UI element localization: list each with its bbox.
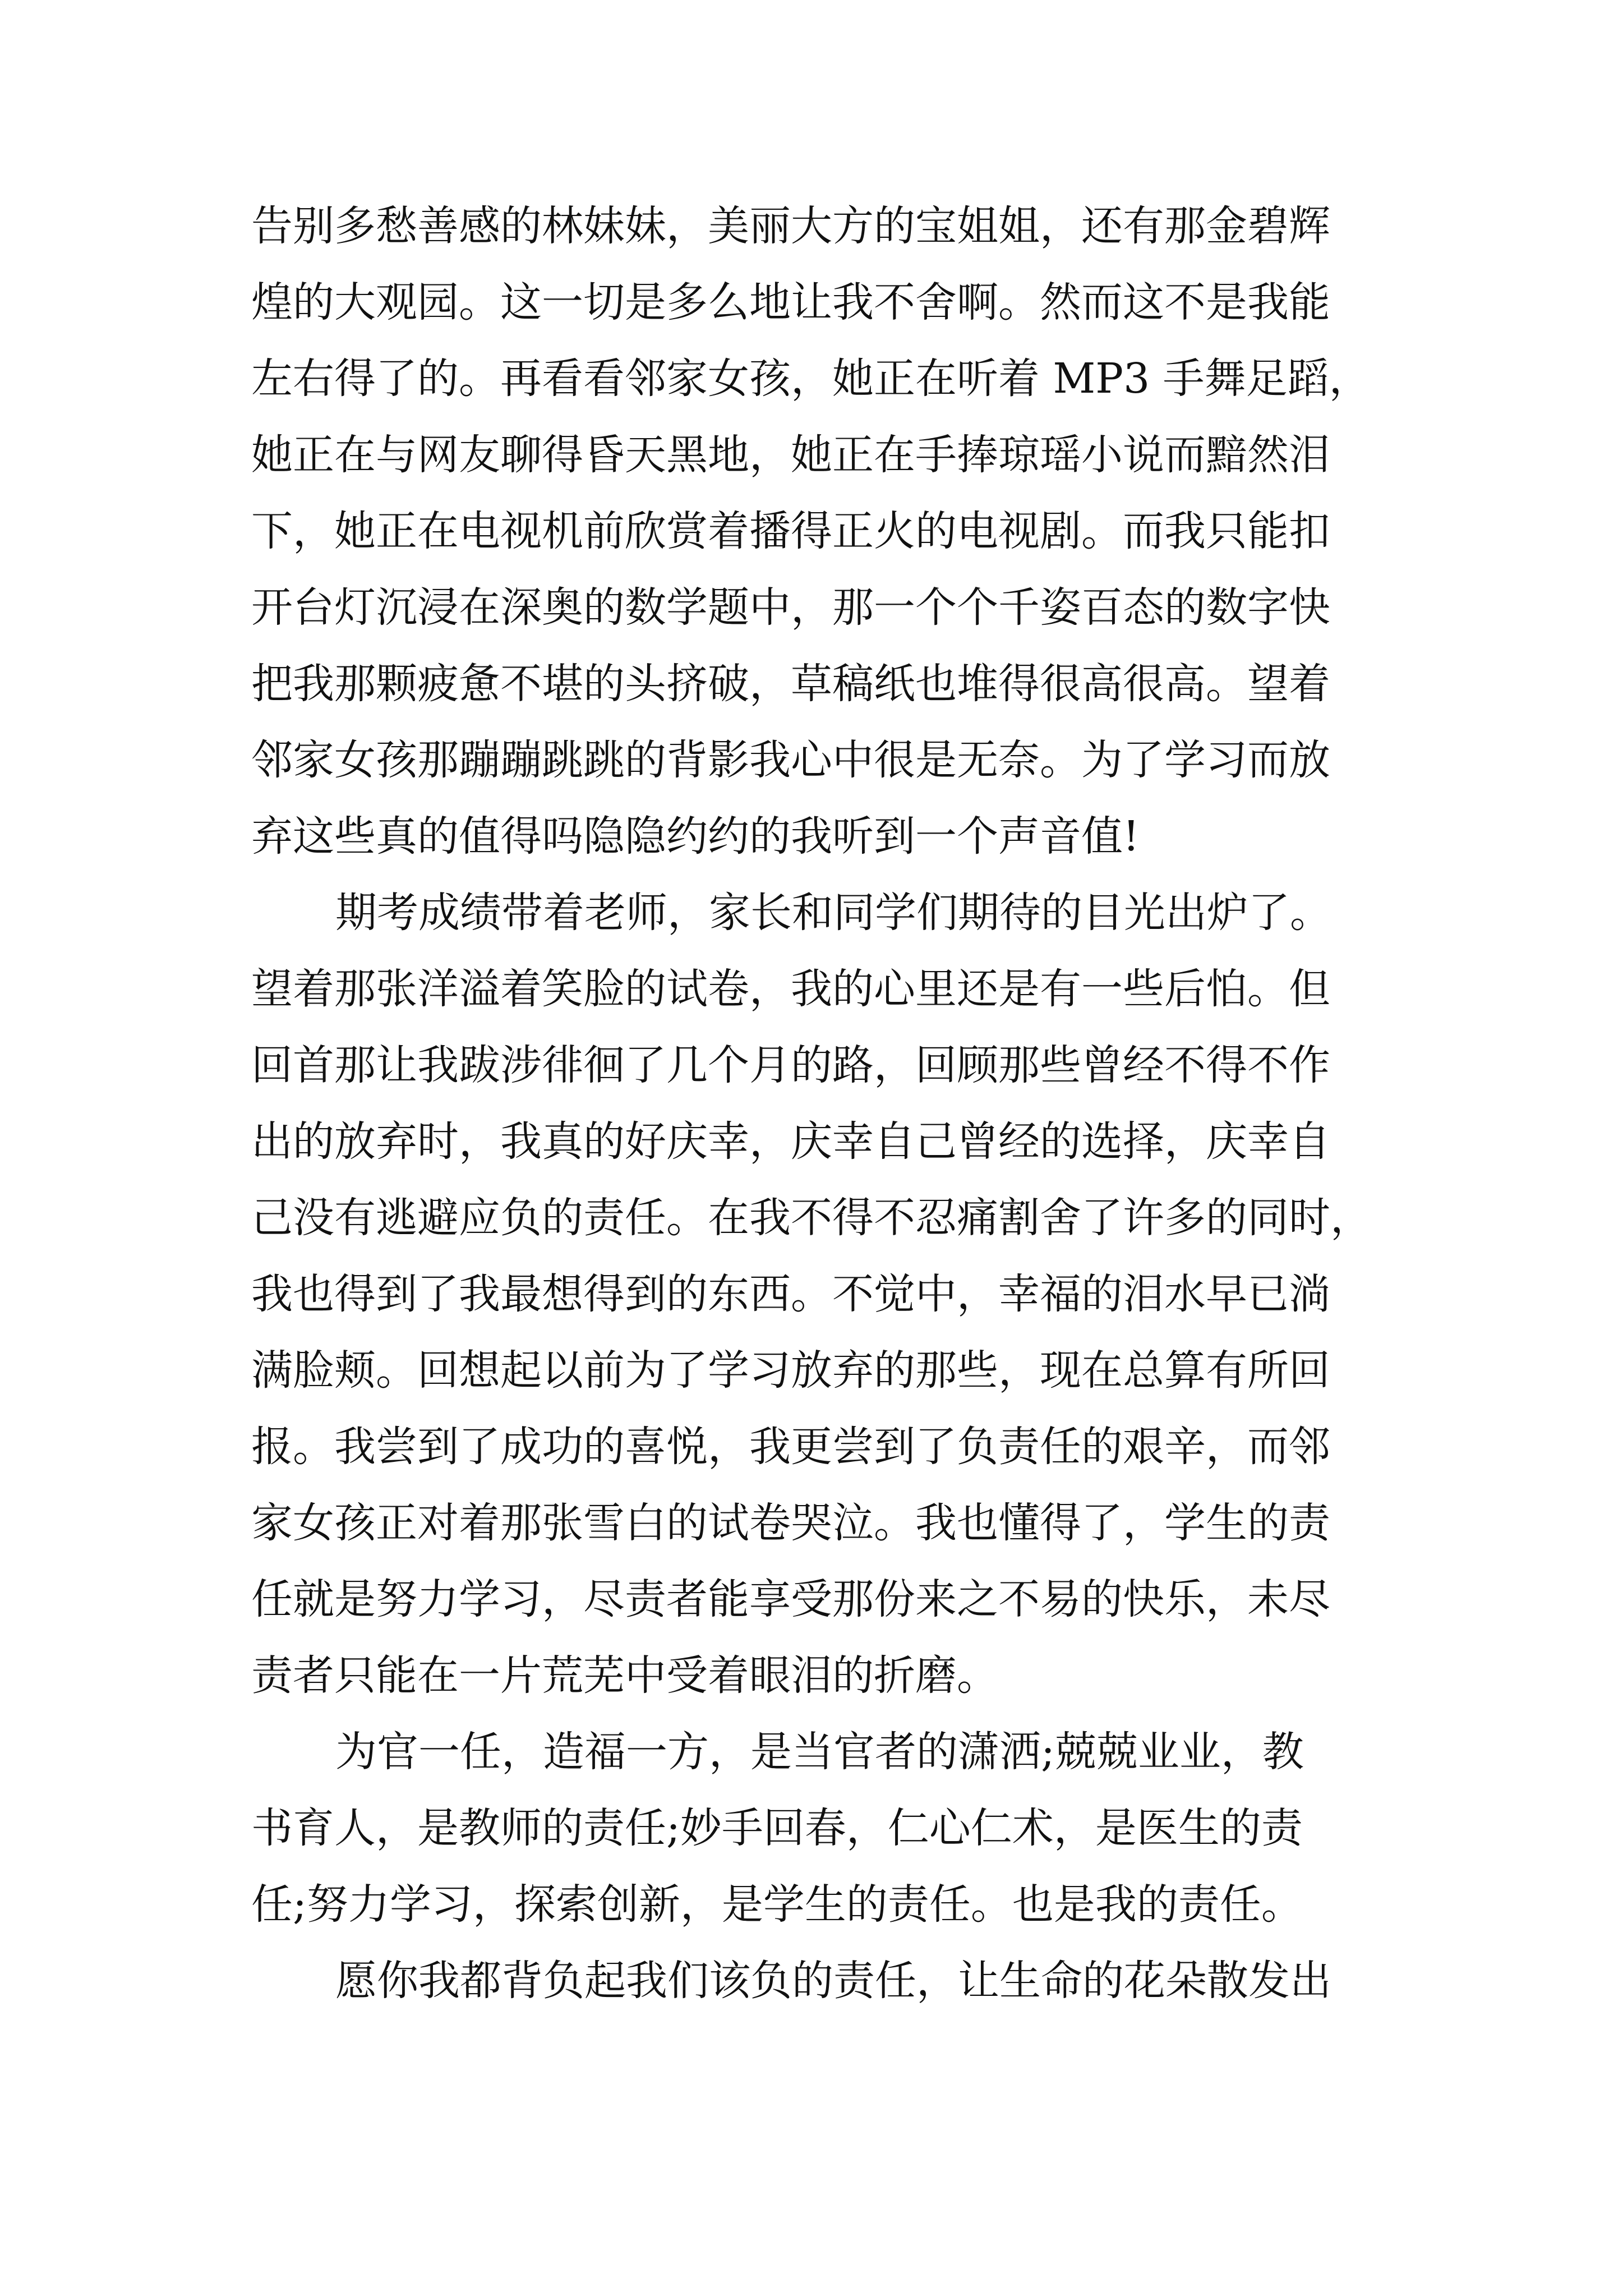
text-line: 我也得到了我最想得到的东西。不觉中，幸福的泪水早已淌 xyxy=(251,1270,1330,1318)
text-line: 望着那张洋溢着笑脸的试卷，我的心里还是有一些后怕。但 xyxy=(251,965,1330,1013)
text-line: 责者只能在一片荒芜中受着眼泪的折磨。 xyxy=(251,1651,998,1700)
text-line: 煌的大观园。这一切是多么地让我不舍啊。然而这不是我能 xyxy=(251,278,1330,326)
text-line: 家女孩正对着那张雪白的试卷哭泣。我也懂得了，学生的责 xyxy=(251,1499,1330,1547)
text-line: 任就是努力学习，尽责者能享受那份来之不易的快乐，未尽 xyxy=(251,1575,1330,1623)
paragraph-start-line: 期考成绩带着老师，家长和同学们期待的目光出炉了。 xyxy=(335,889,1331,937)
text-line: 左右得了的。再看看邻家女孩，她正在听着 MP3 手舞足蹈， xyxy=(251,355,1371,403)
text-line: 己没有逃避应负的责任。在我不得不忍痛割舍了许多的同时， xyxy=(251,1194,1372,1242)
text-line: 下，她正在电视机前欣赏着播得正火的电视剧。而我只能扣 xyxy=(251,507,1330,555)
text-line: 任;努力学习，探索创新，是学生的责任。也是我的责任。 xyxy=(251,1880,1303,1929)
paragraph-start-line: 愿你我都背负起我们该负的责任，让生命的花朵散发出 xyxy=(335,1957,1331,2005)
text-line: 她正在与网友聊得昏天黑地，她正在手捧琼瑶小说而黯然泪 xyxy=(251,431,1330,479)
text-line: 回首那让我跋涉徘徊了几个月的路，回顾那些曾经不得不作 xyxy=(251,1041,1330,1089)
text-line: 出的放弃时，我真的好庆幸，庆幸自己曾经的选择，庆幸自 xyxy=(251,1117,1330,1166)
text-line: 书育人，是教师的责任;妙手回春，仁心仁术，是医生的责 xyxy=(251,1804,1303,1852)
paragraph-start-line: 为官一任，造福一方，是当官者的潇洒;兢兢业业，教 xyxy=(335,1728,1304,1776)
text-line: 弃这些真的值得吗隐隐约约的我听到一个声音值! xyxy=(251,812,1140,861)
text-line: 开台灯沉浸在深奥的数学题中，那一个个千姿百态的数字快 xyxy=(251,583,1330,632)
text-line: 邻家女孩那蹦蹦跳跳的背影我心中很是无奈。为了学习而放 xyxy=(251,736,1330,784)
text-line: 满脸颊。回想起以前为了学习放弃的那些，现在总算有所回 xyxy=(251,1346,1330,1395)
text-line: 告别多愁善感的林妹妹，美丽大方的宝姐姐，还有那金碧辉 xyxy=(251,202,1330,250)
text-line: 把我那颗疲惫不堪的头挤破，草稿纸也堆得很高很高。望着 xyxy=(251,660,1330,708)
text-line: 报。我尝到了成功的喜悦，我更尝到了负责任的艰辛，而邻 xyxy=(251,1423,1330,1471)
